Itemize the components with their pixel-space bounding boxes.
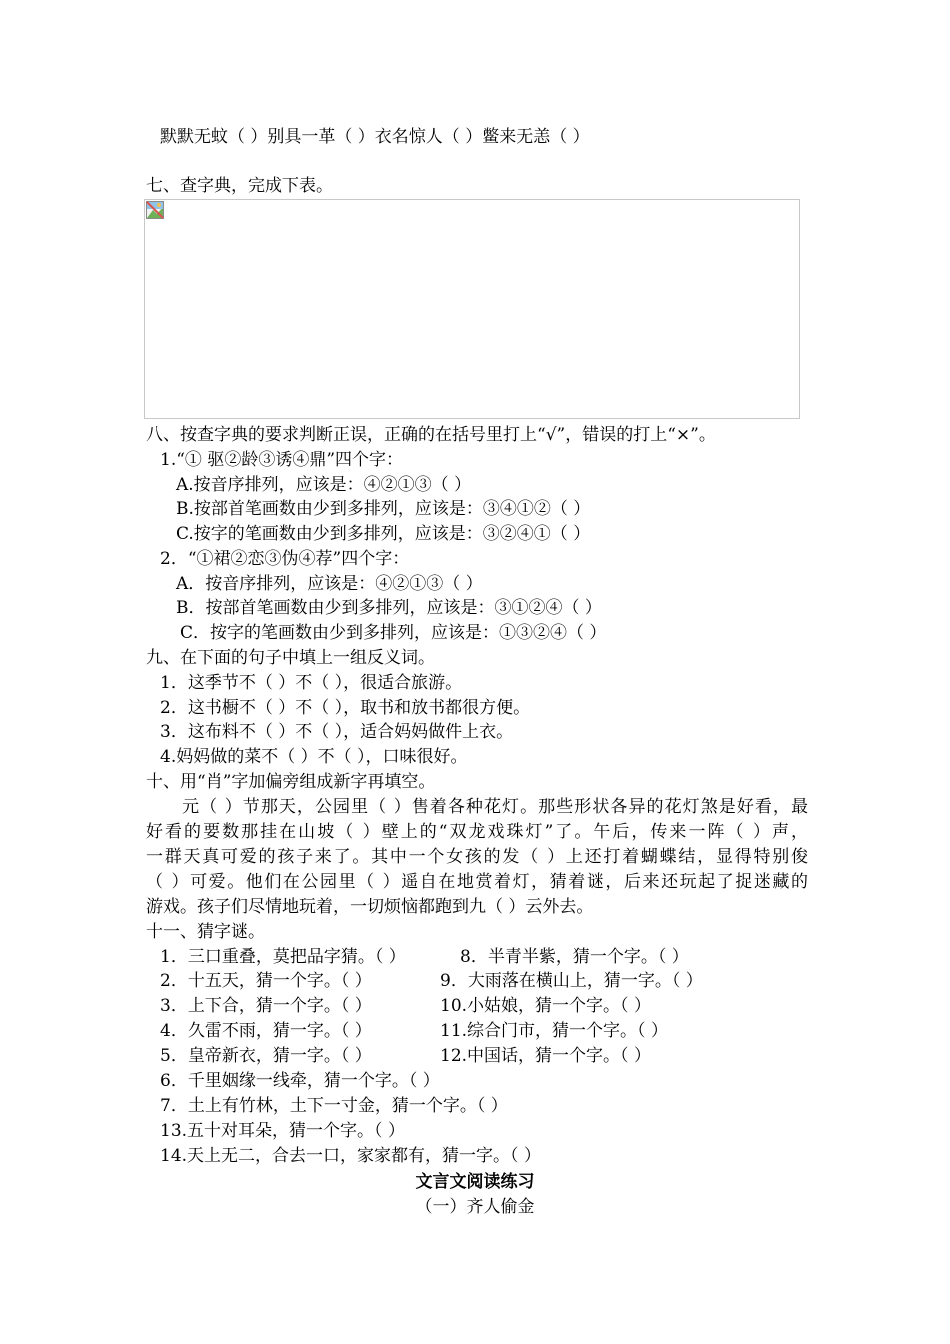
section8-q2-c: C．按字的笔画数由少到多排列，应该是：①③②④（ ） (180, 623, 607, 643)
section8-q1-b: B.按部首笔画数由少到多排列，应该是：③④①②（ ） (176, 499, 591, 519)
section9-item: 2．这书橱不（ ）不（ ），取书和放书都很方便。 (160, 698, 531, 718)
riddle-item: 3．上下合，猜一个字。（ ） (160, 996, 372, 1016)
riddle-item: 2．十五天，猜一个字。（ ） (160, 971, 372, 991)
riddle-item: 11.综合门市，猜一个字。（ ） (440, 1021, 668, 1041)
dictionary-table-image (144, 199, 800, 419)
section11-heading: 十一、猜字谜。 (146, 922, 265, 942)
section7-heading: 七、查字典，完成下表。 (146, 176, 333, 196)
section9-item: 3．这布料不（ ）不（ ），适合妈妈做件上衣。 (160, 722, 514, 742)
riddle-item: 5．皇帝新衣，猜一字。（ ） (160, 1046, 372, 1066)
section10-heading: 十、用“肖”字加偏旁组成新字再填空。 (146, 772, 436, 792)
riddle-item: 10.小姑娘，猜一个字。（ ） (440, 996, 651, 1016)
section9-item: 1．这季节不（ ）不（ ），很适合旅游。 (160, 673, 463, 693)
riddle-item: 13.五十对耳朵，猜一个字。（ ） (160, 1121, 405, 1141)
section10-paragraph-line: （ ）可爱。他们在公园里（ ）遥自在地赏着灯，猜着谜，后来还玩起了捉迷藏的 (146, 872, 808, 892)
idioms-line: 默默无蚊（ ）别具一革（ ）衣名惊人（ ）鳖来无恙（ ） (160, 127, 590, 147)
riddle-item: 9．大雨落在横山上，猜一字。（ ） (440, 971, 703, 991)
section10-paragraph-line: 元（ ）节那天，公园里（ ）售着各种花灯。那些形状各异的花灯煞是好看，最 (146, 797, 808, 817)
classical-reading-title: 文言文阅读练习 (415, 1172, 535, 1192)
section8-q1-c: C.按字的笔画数由少到多排列，应该是：③②④①（ ） (176, 524, 591, 544)
riddle-item: 1．三口重叠，莫把品字猜。（ ） (160, 947, 406, 967)
section8-q1-stem: 1.“① 驱②龄③诱④鼎”四个字： (160, 450, 404, 470)
section8-q2-b: B．按部首笔画数由少到多排列，应该是：③①②④（ ） (176, 598, 602, 618)
section10-paragraph-line: 好看的要数那挂在山坡（ ）壁上的“双龙戏珠灯”了。午后，传来一阵（ ）声， (146, 822, 808, 842)
riddle-item: 12.中国话，猜一个字。（ ） (440, 1046, 651, 1066)
section9-item: 4.妈妈做的菜不（ ）不（ ），口味很好。 (160, 747, 468, 767)
riddle-item: 6．千里姻缘一线牵，猜一个字。（ ） (160, 1071, 440, 1091)
section10-paragraph-line: 一群天真可爱的孩子来了。其中一个女孩的发（ ）上还打着蝴蝶结，显得特别俊 (146, 847, 808, 867)
section10-paragraph-line: 游戏。孩子们尽情地玩着，一切烦恼都跑到九（ ）云外去。 (146, 897, 594, 917)
classical-reading-subtitle: （一）齐人偷金 (415, 1197, 535, 1217)
riddle-item: 14.天上无二，合去一口，家家都有，猜一字。（ ） (160, 1146, 541, 1166)
riddle-item: 7．土上有竹林，土下一寸金，猜一个字。（ ） (160, 1096, 508, 1116)
broken-image-icon (146, 201, 164, 219)
section8-q1-a: A.按音序排列，应该是：④②①③（ ） (176, 475, 472, 495)
section9-heading: 九、在下面的句子中填上一组反义词。 (146, 648, 435, 668)
section8-heading: 八、按查字典的要求判断正误，正确的在括号里打上“√”，错误的打上“×”。 (146, 425, 716, 445)
section8-q2-stem: 2．“①裙②恋③伪④荐”四个字： (160, 549, 410, 569)
section8-q2-a: A．按音序排列，应该是：④②①③（ ） (176, 574, 483, 594)
riddle-item: 4．久雷不雨，猜一字。（ ） (160, 1021, 372, 1041)
riddle-item: 8．半青半紫，猜一个字。（ ） (460, 947, 689, 967)
